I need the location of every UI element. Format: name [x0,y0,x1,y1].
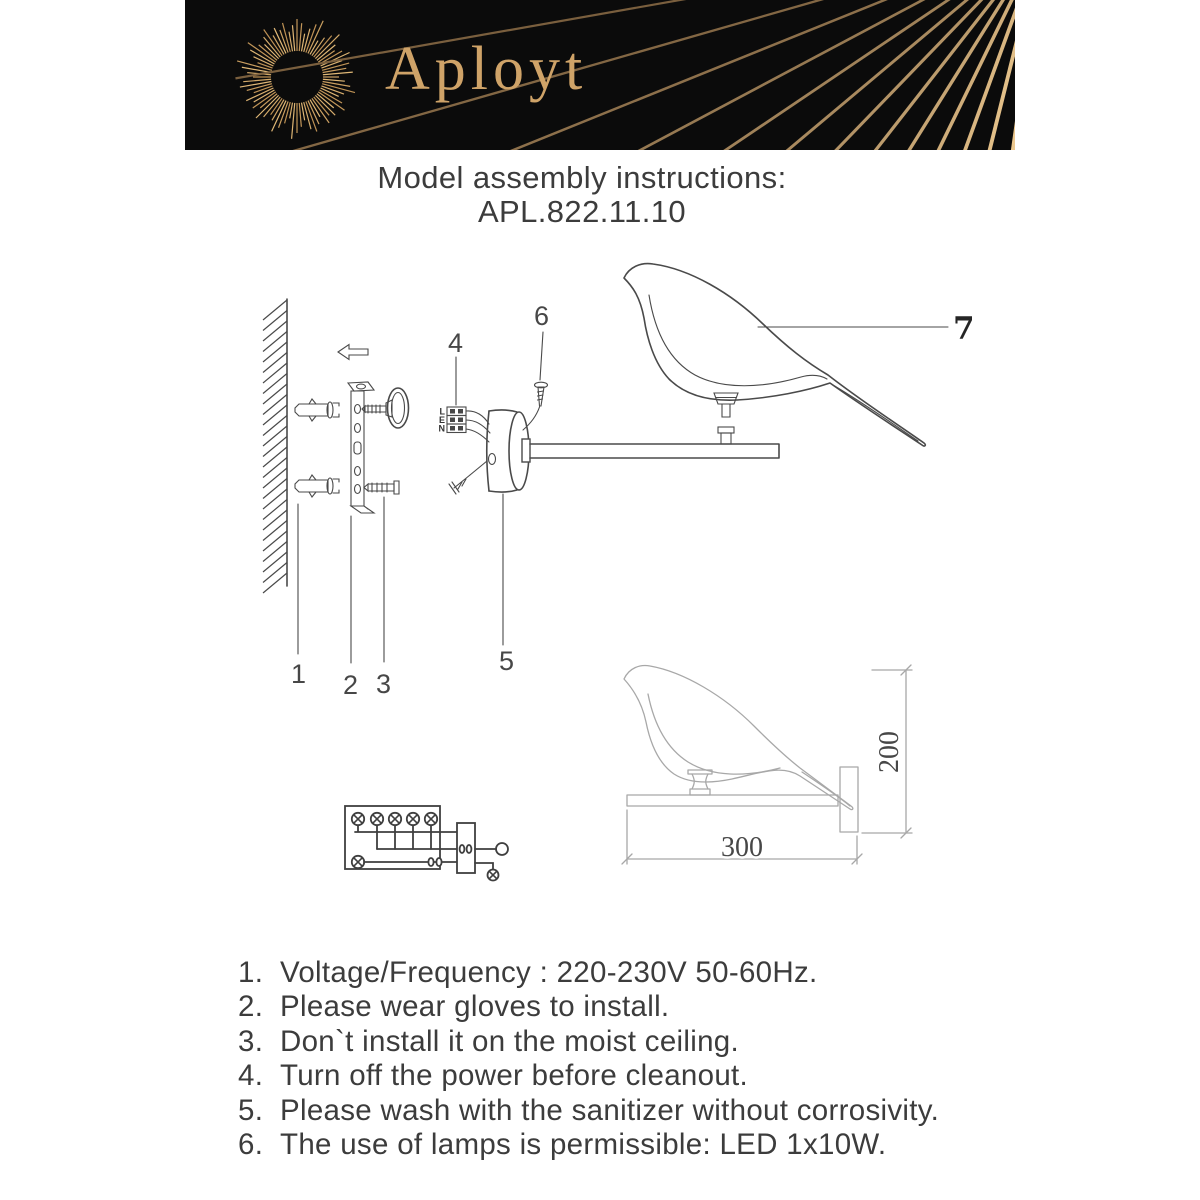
dimension-width: 300 [721,832,763,863]
item-text: Don`t install it on the moist ceiling. [280,1024,740,1058]
list-item [238,1094,939,1128]
mounting-screw [364,481,399,494]
part-label-1: 1 [291,659,307,689]
screw-with-ring [362,388,409,428]
item-text: Please wash with the sanitizer without corrosivity. [280,1093,940,1127]
wiring-schematic [345,806,508,881]
item-text: Turn off the power before cleanout. [280,1059,749,1093]
item-number: 4. [238,1059,264,1093]
item-number: 1. [238,956,264,989]
arrow-left-icon [338,345,368,360]
terminal-label-e: E [438,415,445,425]
canopy [487,410,530,492]
part-label-2: 2 [343,670,359,700]
part-label-6: 6 [534,301,550,331]
wall-plug-top [295,399,339,421]
part-label-5: 5 [499,646,515,676]
item-number: 5. [238,1093,264,1127]
dimension-height: 200 [874,731,905,773]
list-item [238,1059,939,1093]
title-line1: Model assembly instructions: [377,160,787,195]
mounting-bracket [348,382,374,513]
item-text: Please wear gloves to install. [280,990,670,1024]
list-item [238,956,939,990]
dimension-drawing [622,665,912,864]
lamp-arm [530,444,779,458]
item-text: The use of lamps is permissible: LED 1x10W. [280,1128,887,1162]
leader-lines [298,327,948,663]
side-screw [449,461,487,494]
list-item [238,1128,939,1162]
instructions-list [238,956,939,1162]
list-item [238,990,939,1024]
item-number: 2. [238,990,264,1024]
brand-name: Aployt [385,35,588,103]
wall-plug-bottom [295,475,339,497]
part-label-3: 3 [376,669,392,699]
terminal-label-n: N [438,423,445,434]
part-label-4: 4 [448,328,464,358]
part-label-7: 7 [953,311,975,347]
wall-section [263,299,287,593]
title-line2: APL.822.11.10 [477,194,687,229]
item-text: Voltage/Frequency : 220-230V 50-60Hz. [280,956,818,989]
item-number: 6. [238,1128,264,1162]
item-number: 3. [238,1024,264,1058]
bird-lamp-body [624,264,925,446]
list-item [238,1025,939,1059]
terminal-label-l: L [439,406,445,417]
terminal-block [439,407,467,434]
